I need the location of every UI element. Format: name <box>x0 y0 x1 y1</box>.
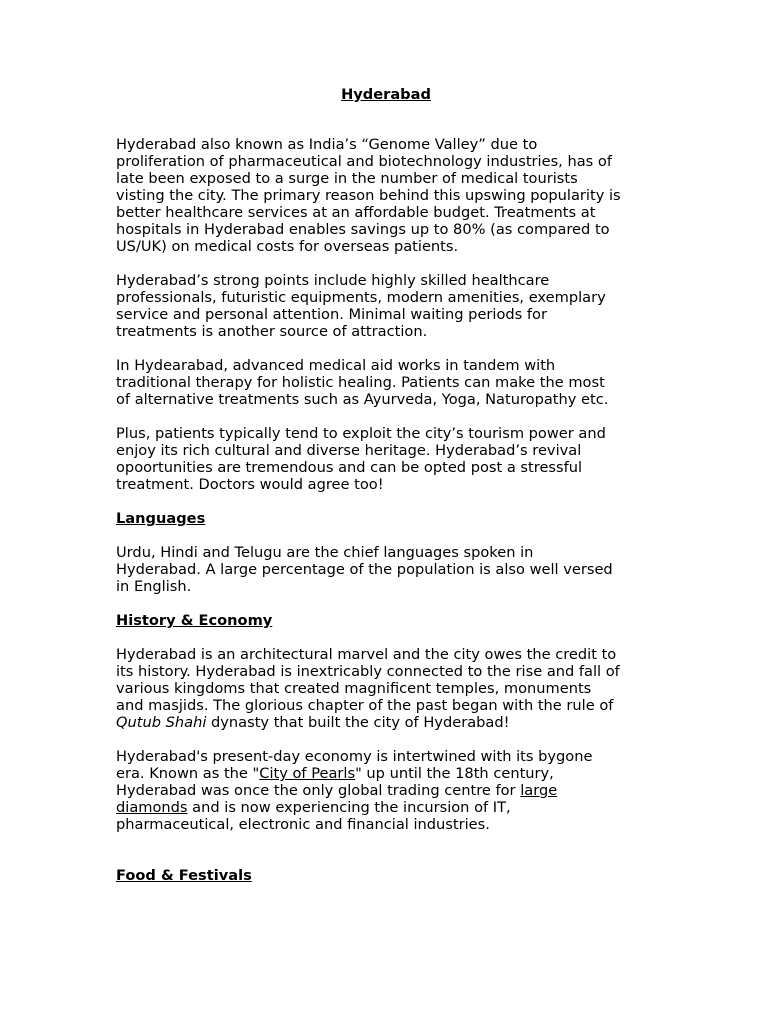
text-line <box>116 782 656 799</box>
text-line: enjoy its rich cultural and diverse heritage. Hyderabad’s revival <box>116 442 582 459</box>
text-line: in English. <box>116 578 192 595</box>
large-diamonds-link[interactable]: large <box>520 782 558 799</box>
history-paragraph-1 <box>116 646 656 731</box>
section-heading-history-economy: History & Economy <box>116 612 273 629</box>
text-line: visting the city. The primary reason behind this upswing popularity is <box>116 187 621 204</box>
text-line: Plus, patients typically tend to exploit the city’s tourism power and <box>116 425 606 442</box>
text-line: treatment. Doctors would agree too! <box>116 476 384 493</box>
text-fragment: Hyderabad was once the only global trading centre for <box>116 782 521 799</box>
text-line: and masjids. The glorious chapter of the past began with the rule of <box>116 697 614 714</box>
text-line: hospitals in Hyderabad enables savings up to 80% (as compared to <box>116 221 610 238</box>
text-line: its history. Hyderabad is inextricably connected to the rise and fall of <box>116 663 620 680</box>
intro-paragraph-3 <box>116 357 656 408</box>
text-line: traditional therapy for holistic healing. Patients can make the most <box>116 374 605 391</box>
text-line: US/UK) on medical costs for overseas patients. <box>116 238 459 255</box>
text-line: Hyderabad is an architectural marvel and the city owes the credit to <box>116 646 617 663</box>
text-line: Hyderabad's present-day economy is intertwined with its bygone <box>116 748 593 765</box>
text-line <box>116 799 656 816</box>
languages-paragraph <box>116 544 656 595</box>
intro-paragraph-2 <box>116 272 656 340</box>
text-line: service and personal attention. Minimal waiting periods for <box>116 306 547 323</box>
section-heading-languages: Languages <box>116 510 206 527</box>
page-title: Hyderabad <box>341 86 431 103</box>
text-fragment: and is now experiencing the incursion of IT, <box>187 799 511 816</box>
text-line: In Hydearabad, advanced medical aid works in tandem with <box>116 357 556 374</box>
text-line: Hyderabad. A large percentage of the population is also well versed <box>116 561 613 578</box>
city-of-pearls-link[interactable]: City of Pearls <box>259 765 356 782</box>
spacer <box>116 850 656 867</box>
text-fragment: " up until the 18th century, <box>355 765 554 782</box>
text-fragment: dynasty that built the city of Hyderabad! <box>206 714 510 731</box>
intro-paragraph-4 <box>116 425 656 493</box>
text-line: various kingdoms that created magnificent temples, monuments <box>116 680 592 697</box>
text-line: opoortunities are tremendous and can be opted post a stressful <box>116 459 583 476</box>
text-line: better healthcare services at an affordable budget. Treatments at <box>116 204 596 221</box>
text-line: late been exposed to a surge in the number of medical tourists <box>116 170 578 187</box>
text-line: Urdu, Hindi and Telugu are the chief languages spoken in <box>116 544 534 561</box>
text-line <box>116 765 656 782</box>
text-fragment: era. Known as the " <box>116 765 260 782</box>
text-line: proliferation of pharmaceutical and biotechnology industries, has of <box>116 153 612 170</box>
text-line: professionals, futuristic equipments, modern amenities, exemplary <box>116 289 606 306</box>
text-line: pharmaceutical, electronic and financial industries. <box>116 816 490 833</box>
text-line: Hyderabad’s strong points include highly skilled healthcare <box>116 272 550 289</box>
section-heading-food-festivals: Food & Festivals <box>116 867 252 884</box>
intro-paragraph-1 <box>116 136 656 255</box>
text-line: of alternative treatments such as Ayurveda, Yoga, Naturopathy etc. <box>116 391 609 408</box>
document-body <box>116 86 656 901</box>
history-paragraph-2 <box>116 748 656 833</box>
text-line: treatments is another source of attraction. <box>116 323 428 340</box>
text-line <box>116 714 656 731</box>
large-diamonds-link[interactable]: diamonds <box>116 799 188 816</box>
text-line: Hyderabad also known as India’s “Genome Valley” due to <box>116 136 538 153</box>
dynasty-name: Qutub Shahi <box>116 714 207 731</box>
